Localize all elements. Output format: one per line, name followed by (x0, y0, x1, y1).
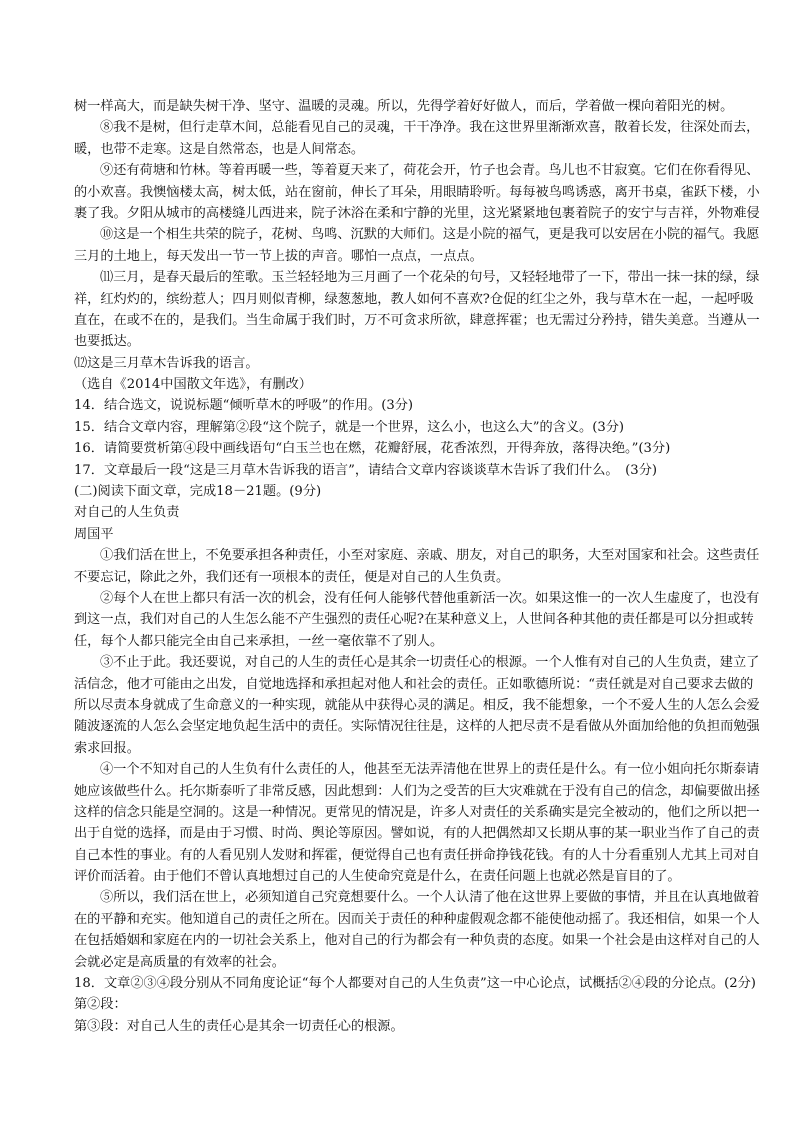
essay1-p9-line1: ⑨还有荷塘和竹林。等着再暖一些，等着夏天来了，荷花会开，竹子也会青。鸟儿也不甘寂寞。它们在你看得见、 (100, 163, 760, 179)
essay2-p4-line3: 这样的信念只能是空洞的。这是一种情况。更常见的情况是，许多人对责任的关系确实是完全被动的，他们之所以把一 (74, 804, 760, 820)
essay2-p5-line2: 在的平静和充实。他知道自己的责任之所在。因而关于责任的种种虚假观念都不能使他动摇了。我还相信，如果一个人 (74, 911, 760, 927)
essay2-p3-line4: 随波逐流的人怎么会坚定地负起生活中的责任。实际情况往往是，这样的人把尽责不是看做从外面加给他的负担而勉强 (74, 719, 760, 735)
essay2-p4-line6: 评价而活着。由于他们不曾认真地想过自己的人生使命究竟是什么，在责任问题上也就必然是盲目的了。 (74, 869, 681, 885)
essay1-source: （选自《2014中国散文年选》，有删改） (74, 377, 312, 393)
question-16: 16．请简要赏析第④段中画线语句“白玉兰也在燃，花瓣舒展，花香浓烈，开得奔放，落得决绝。”(3分) (74, 441, 671, 457)
essay2-title: 对自己的人生负责 (74, 505, 180, 521)
essay1-p8-line1: ⑧我不是树，但行走草木间，总能看见自己的灵魂，干干净净。我在这世界里渐渐欢喜，散着长发，往深处而去， (100, 120, 760, 136)
essay2-p4-line1: ④一个不知对自己的人生负有什么责任的人，他甚至无法弄清他在世界上的责任是什么。有一位小姐向托尔斯泰请 (100, 762, 760, 778)
section2-heading: (二)阅读下面文章，完成18－21题。(9分) (74, 484, 322, 500)
essay2-p3-line5: 索求回报。 (74, 740, 140, 756)
essay1-p10-line2: 三月的土地上，每天发出一节一节上拔的声音。哪怕一点点，一点点。 (74, 248, 483, 264)
essay2-p2-line3: 任，每个人都只能完全由自己来承担，一丝一毫依靠不了别人。 (74, 633, 444, 649)
essay2-p5-line4: 会就必定是高质量的有效率的社会。 (74, 954, 285, 970)
question-17: 17．文章最后一段“这是三月草木告诉我的语言”，请结合文章内容谈谈草木告诉了我们什么。 (3分) (74, 462, 658, 478)
essay1-p8-line2: 暖，也带不走寒。这是自然常态，也是人间常态。 (74, 141, 365, 157)
essay1-p10-line1: ⑩这是一个相生共荣的院子，花树、鸟鸣、沉默的大师们。这是小院的福气，更是我可以安居在小院的福气。我愿 (100, 227, 760, 243)
essay1-p9-line3: 裹了我。夕阳从城市的高楼缝儿西进来，院子沐浴在柔和宁静的光里，这光紧紧地包裹着院子的安宁与吉祥，外物难侵 (74, 205, 760, 221)
essay2-p1-line2: 不要忘记，除此之外，我们还有一项根本的责任，便是对自己的人生负责。 (74, 569, 510, 585)
question-18: 18．文章②③④段分别从不同角度论证“每个人都要对自己的人生负责”这一中心论点，试概括②④段的分论点。(2分) (74, 976, 756, 992)
question-15: 15．结合文章内容，理解第②段“这个院子，就是一个世界，这么小，也这么大”的含义。(3分) (74, 419, 625, 435)
question-18-paragraph3-answer: 第③段：对自己人生的责任心是其余一切责任心的根源。 (74, 1018, 404, 1034)
essay2-p4-line5: 自己本性的事业。有的人看见别人发财和挥霍，便觉得自己也有责任拼命挣钱花钱。有的人十分看重别人尤其上司对自 (74, 847, 760, 863)
essay1-p11-line2: 祥，红灼灼的，缤纷惹人；四月则似青柳，绿葱葱地，教人如何不喜欢?仓促的红尘之外，我与草木在一起，一起呼吸 (74, 291, 754, 307)
essay1-p12: ⑿这是三月草木告诉我的语言。 (74, 355, 259, 371)
essay2-author: 周国平 (74, 526, 114, 542)
essay2-p5-line1: ⑤所以，我们活在世上，必须知道自己究竟想要什么。一个人认清了他在这世界上要做的事情，并且在认真地做着 (100, 890, 760, 906)
essay2-p2-line2: 到这一点，我们对自己的人生怎么能不产生强烈的责任心呢?在某种意义上，人世间各种其他的责任都是可以分担或转 (74, 612, 754, 628)
question-14: 14．结合选文，说说标题“倾听草木的呼吸”的作用。(3分) (74, 398, 414, 414)
essay2-p3-line3: 所以尽责本身就成了生命意义的一种实现，就能从中获得心灵的满足。相反，我不能想象，一个不爱人生的人怎么会爱 (74, 697, 760, 713)
essay2-p5-line3: 在包括婚姻和家庭在内的一切社会关系上，他对自己的行为都会有一种负责的态度。如果一个社会是由这样对自己的人 (74, 933, 760, 949)
essay2-p3-line1: ③不止于此。我还要说，对自己的人生的责任心是其余一切责任心的根源。一个人惟有对自己的人生负责，建立了 (100, 655, 760, 671)
essay1-p11-line4: 也要抵达。 (74, 334, 140, 350)
essay2-p1-line1: ①我们活在世上，不免要承担各种责任，小至对家庭、亲戚、朋友，对自己的职务，大至对国家和社会。这些责任 (100, 548, 760, 564)
essay2-p4-line2: 她应该做些什么。托尔斯泰听了非常反感，因此想到：人们为之受苦的巨大灾难就在于没有自己的信念，却偏要做出拯 (74, 783, 760, 799)
question-18-paragraph2-label: 第②段： (74, 997, 127, 1013)
essay1-p11-line3: 直在，在或不在的，是我们。当生命属于我们时，万不可贪求所欲，肆意挥霍；也无需过分矜持，错失美意。当遵从一 (74, 312, 760, 328)
essay1-paragraph-tail: 树一样高大，而是缺失树干净、坚守、温暖的灵魂。所以，先得学着好好做人，而后，学着做一棵向着阳光的树。 (74, 99, 734, 114)
essay2-p4-line4: 出于自觉的选择，而是由于习惯、时尚、舆论等原因。譬如说，有的人把偶然却又长期从事的某一职业当作了自己的责 (74, 826, 760, 842)
essay1-p11-line1: ⑾三月，是春天最后的笙歌。玉兰轻轻地为三月画了一个花朵的句号，又轻轻地带了一下，带出一抹一抹的绿，绿 (100, 270, 760, 286)
essay2-p3-line2: 活信念，他才可能由之出发，自觉地选择和承担起对他人和社会的责任。正如歌德所说：“责任就是对自己要求去做的 (74, 676, 754, 692)
essay2-p2-line1: ②每个人在世上都只有活一次的机会，没有任何人能够代替他重新活一次。如果这惟一的一次人生虚度了，也没有 (100, 590, 760, 606)
document-body (74, 96, 794, 1037)
essay1-p9-line2: 的小欢喜。我懊恼楼太高，树太低，站在窗前，伸长了耳朵，用眼睛聆听。每每被鸟鸣诱惑，离开书桌，雀跃下楼，小 (74, 184, 760, 200)
